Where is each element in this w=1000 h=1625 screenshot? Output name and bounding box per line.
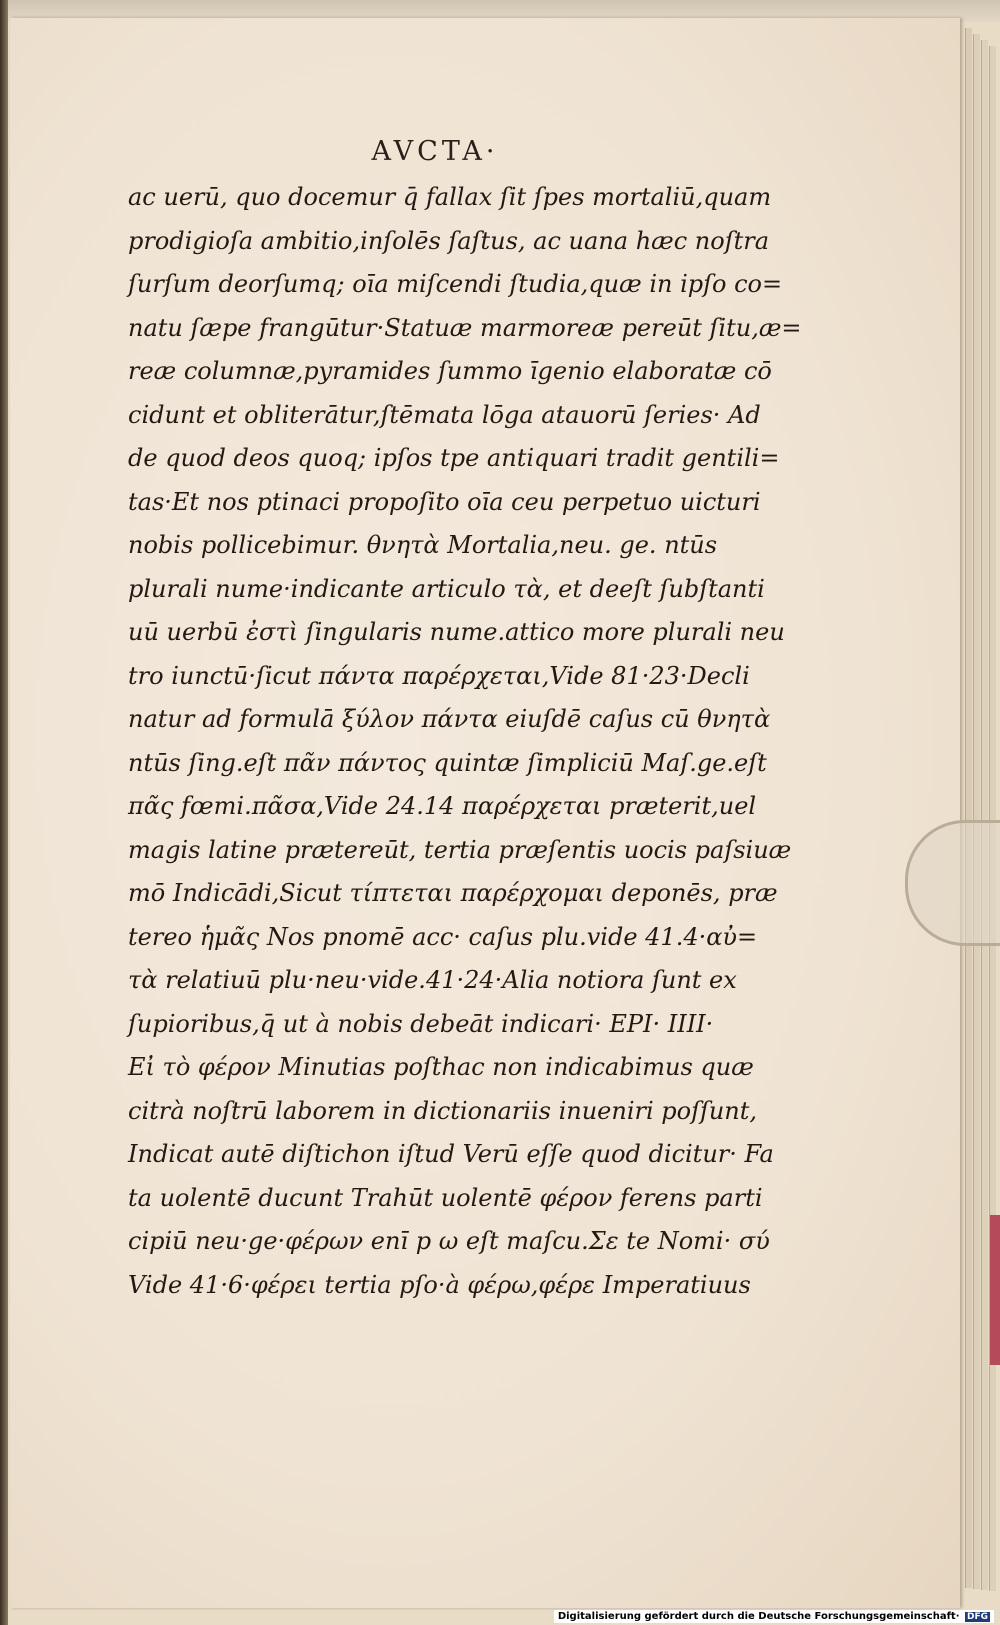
text-line: Εἰ τὸ φέρον Minutias poſthac non indicabimus quæ — [128, 1053, 754, 1081]
text-line: magis latine prætereūt, tertia præſentis uocis paſsiuæ — [128, 835, 792, 864]
text-line: uū uerbū ἐστὶ ſingularis nume.attico more plurali neu — [128, 618, 785, 646]
text-line: mō Indicādi,Sicut τίπτεται παρέρχομαι deponēs, præ — [128, 879, 778, 907]
funding-credit-text: Digitalisierung gefördert durch die Deutsche Forschungsgemeinschaft· — [557, 1611, 960, 1622]
text-line: πᾶς fœmi.πᾶσα,Vide 24.14 παρέρχεται præterit,uel — [128, 792, 757, 820]
text-line: tro iunctū·ſicut πάντα παρέρχεται,Vide 81·23·Decli — [128, 661, 750, 690]
text-line: ſurſum deorſumq; oīa miſcendi ſtudia,quæ in ipſo co= — [128, 270, 783, 298]
page-edge — [981, 40, 988, 1590]
text-line: Indicat autē diſtichon iſtud Verū eſſe quod dicitur· Fa — [128, 1140, 774, 1168]
bookmark-ribbon — [990, 1215, 1000, 1365]
text-block — [128, 176, 802, 1307]
text-line: prodigioſa ambitio,inſolēs ſaſtus, ac uana hæc noſtra — [128, 226, 770, 255]
page-edge — [973, 34, 980, 1589]
text-line: ntūs ſing.eſt πᾶν πάντος quintæ ſimpliciū Maſ.ge.eſt — [128, 748, 767, 777]
page-edge — [965, 28, 972, 1588]
text-line: τὰ relatiuū plu·neu·vide.41·24·Alia notiora ſunt ex — [128, 966, 737, 994]
text-line: Vide 41·6·φέρει tertia pſo·à φέρω,φέρε Imperatiuus — [128, 1270, 751, 1299]
text-line: de quod deos quoq; ipſos tpe antiquari tradit gentili= — [128, 444, 780, 472]
text-line: citrà noſtrū laborem in dictionariis inueniri poſſunt, — [128, 1096, 758, 1125]
printed-page — [10, 18, 960, 1608]
text-line: natu ſæpe frangūtur·Statuæ marmoreæ pereūt ſitu,æ= — [128, 313, 802, 342]
text-line: natur ad formulā ξύλον πάντα eiuſdē caſus cū θνητὰ — [128, 705, 771, 733]
running-head: AVCTA· — [371, 136, 499, 167]
text-line: reæ columnæ,pyramides ſummo īgenio elaboratæ cō — [128, 357, 772, 385]
text-line: tas·Et nos ptinaci propoſito oīa ceu perpetuo uicturi — [128, 487, 761, 516]
funding-credit — [554, 1610, 994, 1623]
text-line: cipiū neu·ge·φέρων enī p ω eſt maſcu.Σε te Nomi· σύ — [128, 1227, 770, 1255]
text-line: cidunt et obliterātur,ſtēmata lōga atauorū ſeries· Ad — [128, 400, 761, 429]
text-line: ta uolentē ducunt Trahūt uolentē φέρον ferens parti — [128, 1183, 763, 1212]
text-line: tereo ἡμᾶς Nos pnomē acc· caſus plu.vide 41.4·αὐ= — [128, 922, 758, 951]
text-line: plurali nume·indicante articulo τὰ, et deeſt ſubſtanti — [128, 574, 765, 603]
text-line: ſupioribus,q̄ ut à nobis debeāt indicari· EPI· IIII· — [128, 1009, 714, 1038]
text-line: nobis pollicebimur. θνητὰ Mortalia,neu. ge. ntūs — [128, 531, 718, 559]
dfg-logo: DFG — [966, 1612, 988, 1622]
book-gutter — [0, 0, 8, 1625]
text-line: ac uerū, quo docemur q̄ fallax ſit ſpes mortaliū,quam — [128, 183, 772, 211]
